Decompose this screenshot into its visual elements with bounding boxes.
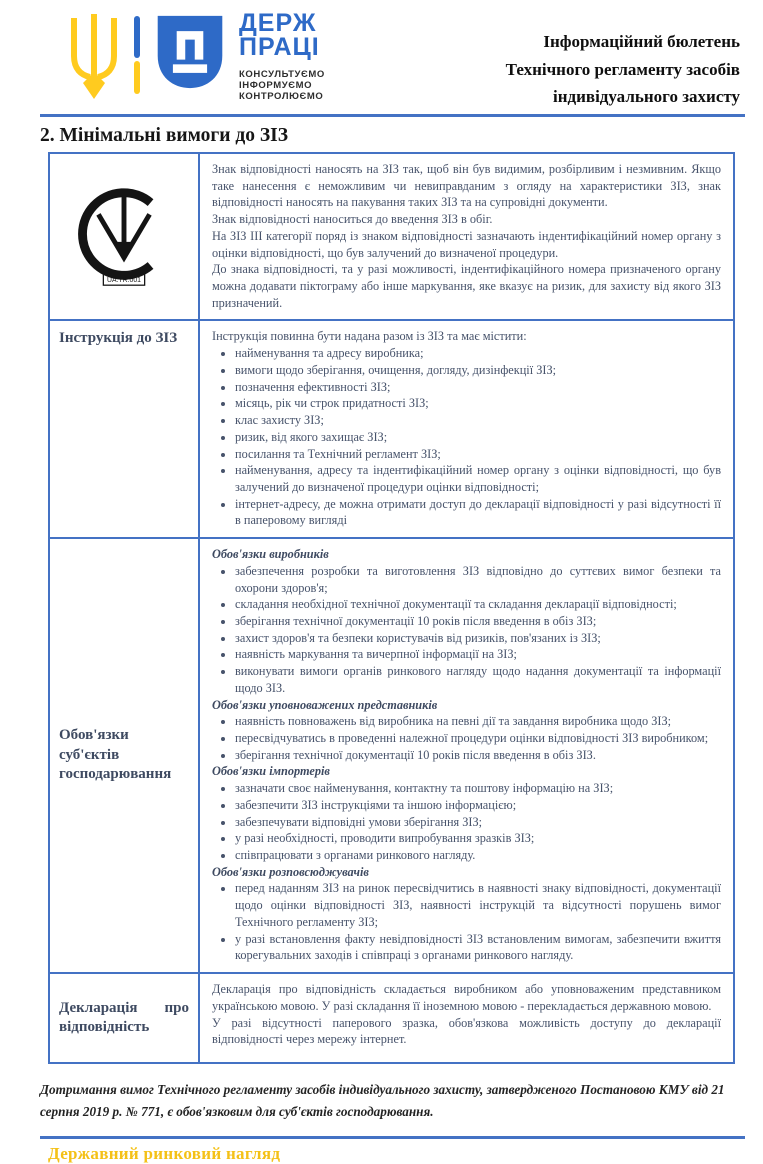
conformity-paragraph: До знака відповідності, та у разі можливості, індентифікаційного номера призначеного органу можна додавати піктограму або інше маркування, яке вказує на ризик, для захисту від якого ЗІЗ призначений. bbox=[212, 262, 721, 310]
declaration-paragraph: Декларація про відповідність складається виробником або уповноваженим представником українською мовою. У разі складання її іноземною мовою - перекладається державною мовою. bbox=[212, 982, 721, 1013]
cell-instruction-label bbox=[50, 321, 200, 537]
declaration-label: Декларація про відповідність bbox=[59, 999, 189, 1036]
bulletin-title-line1: Інформаційний бюлетень bbox=[543, 32, 740, 51]
header bbox=[0, 0, 763, 110]
duty-bullet: • наявність повноважень від виробника на певні дії та завдання виробника щодо ЗІЗ; bbox=[235, 713, 721, 730]
instruction-bullet: • ризик, від якого захищає ЗІЗ; bbox=[235, 429, 721, 446]
market-surveillance-label: Державний ринковий нагляд bbox=[48, 1143, 281, 1163]
cell-instruction-content bbox=[200, 321, 733, 537]
conformity-mark-icon bbox=[65, 173, 183, 301]
duty-bullet: • перед наданням ЗІЗ на ринок пересвідчитись в наявності знаку відповідності, документації щодо оцінки відповідності ЗІЗ, наявності інструкцій та відсутності порушень вимог Технічного регламенту ЗІЗ; bbox=[235, 880, 721, 930]
instruction-bullet: • клас захисту ЗІЗ; bbox=[235, 412, 721, 429]
shield-icon bbox=[152, 12, 228, 92]
org-taglines bbox=[239, 69, 325, 103]
conformity-paragraph: Знак відповідності наносять на ЗІЗ так, щоб він був видимим, розбірливим і незмивним. Якщо таке нанесення є неможливим чи невиправданим з огляду на характеристики ЗІЗ, знак відповідності наносять на пакування таких ЗІЗ та на супровідні документи. bbox=[212, 162, 721, 210]
duty-bullet: • захист здоров'я та безпеки користувачів від ризиків, пов'язаних із ЗІЗ; bbox=[235, 630, 721, 647]
duty-bullet: • у разі встановлення факту невідповідності ЗІЗ встановленим вимогам, забезпечити вжиття корегувальних заходів і співпраці з органами ринкового нагляду. bbox=[235, 931, 721, 964]
conformity-paragraph: Знак відповідності наноситься до введення ЗІЗ в обіг. bbox=[212, 212, 493, 227]
instruction-bullet: • вимоги щодо зберігання, очищення, догляду, дизінфекції ЗІЗ; bbox=[235, 362, 721, 379]
derzhpratsi-logo bbox=[66, 9, 325, 104]
instruction-label: Інструкція до ЗІЗ bbox=[59, 330, 178, 347]
org-name-line1: ДЕРЖ bbox=[239, 9, 317, 37]
conformity-paragraph: На ЗІЗ ІІІ категорії поряд із знаком відповідності зазначають індентифікаційний номер органу з оцінки відповідності, що був залучений до визначеної процедури. bbox=[212, 228, 721, 260]
table-row-duties bbox=[50, 537, 733, 972]
duties-label: Обов'язки суб'єктів господарювання bbox=[59, 727, 172, 783]
duties-distributors-list bbox=[212, 880, 721, 964]
instruction-bullet: • найменування, адресу та індентифікаційний номер органу з оцінки відповідності, що був залучений до визначеної процедури оцінки відповідності; bbox=[235, 462, 721, 495]
conformity-mark-code: UA.TR.001 bbox=[106, 276, 142, 284]
requirements-table bbox=[48, 152, 735, 1064]
duties-importers-list bbox=[212, 780, 721, 864]
bulletin-title-line2: Технічного регламенту засобів bbox=[505, 59, 740, 79]
cell-conformity-mark-text bbox=[200, 154, 733, 319]
cell-conformity-mark bbox=[50, 154, 200, 319]
header-divider-line bbox=[40, 114, 745, 117]
cell-declaration-content bbox=[200, 974, 733, 1062]
instruction-bullet: • позначення ефективності ЗІЗ; bbox=[235, 379, 721, 396]
table-row-instruction bbox=[50, 319, 733, 537]
footer-divider-line bbox=[40, 1136, 745, 1139]
duties-section-heading-manufacturers: Обов'язки виробників bbox=[212, 547, 329, 562]
table-row-conformity-mark bbox=[50, 154, 733, 319]
duty-bullet: • забезпечувати відповідні умови зберігання ЗІЗ; bbox=[235, 814, 721, 831]
tagline-consult: КОНСУЛЬТУЄМО bbox=[239, 68, 325, 80]
duty-bullet: • зберігання технічної документації 10 років після введення в обіз ЗІЗ; bbox=[235, 613, 721, 630]
compliance-note: Дотримання вимог Технічного регламенту засобів індивідуального захисту, затвердженого Постановою КМУ від 21 серпня 2019 р. № 771, є обов'язковим для суб'єктів господарювання. bbox=[40, 1082, 725, 1119]
duty-bullet: • у разі необхідності, проводити випробування зразків ЗІЗ; bbox=[235, 830, 721, 847]
org-name-line2: ПРАЦІ bbox=[239, 32, 320, 61]
instruction-bullet: • найменування та адресу виробника; bbox=[235, 345, 721, 362]
duties-section-heading-representatives: Обов'язки уповноважених представників bbox=[212, 697, 438, 712]
duties-section-heading-importers: Обов'язки імпортерів bbox=[212, 764, 330, 779]
bulletin-title bbox=[506, 28, 740, 111]
duty-bullet: • співпрацювати з органами ринкового нагляду. bbox=[235, 847, 721, 864]
cell-duties-label bbox=[50, 539, 200, 972]
duty-bullet: • складання необхідної технічної документації та складання декларації відповідності; bbox=[235, 596, 721, 613]
instruction-bullet: • посилання та Технічний регламент ЗІЗ; bbox=[235, 446, 721, 463]
cell-duties-content bbox=[200, 539, 733, 972]
instruction-bullet: • місяць, рік чи строк придатності ЗІЗ; bbox=[235, 395, 721, 412]
duties-manufacturers-list bbox=[212, 563, 721, 697]
instruction-intro: Інструкція повинна бути надана разом із ЗІЗ та має містити: bbox=[212, 329, 527, 344]
conformity-mark-wrap bbox=[59, 162, 189, 311]
org-name-block bbox=[239, 9, 325, 103]
duty-bullet: • виконувати вимоги органів ринкового нагляду щодо надання документації та інформації щодо ЗІЗ. bbox=[235, 663, 721, 696]
logo-divider bbox=[134, 16, 140, 94]
tagline-inform: ІНФОРМУЄМО bbox=[239, 79, 313, 91]
table-row-declaration bbox=[50, 972, 733, 1062]
cell-declaration-label bbox=[50, 974, 200, 1062]
page-title: 2. Мінімальні вимоги до ЗІЗ bbox=[40, 125, 288, 146]
duties-representatives-list bbox=[212, 713, 721, 763]
duties-section-heading-distributors: Обов'язки розповсюджувачів bbox=[212, 864, 369, 879]
tagline-control: КОНТРОЛЮЄМО bbox=[239, 91, 324, 103]
trident-icon bbox=[66, 12, 122, 104]
declaration-paragraph: У разі відсутності паперового зразка, обов'язкова можливість доступу до декларації відповідності через мережу інтернет. bbox=[212, 1015, 721, 1047]
duty-bullet: • зберігання технічної документації 10 років після введення в обіз ЗІЗ. bbox=[235, 747, 721, 764]
instruction-bullet-list bbox=[212, 345, 721, 529]
duty-bullet: • зазначати своє найменування, контактну та поштову інформацію на ЗІЗ; bbox=[235, 780, 721, 797]
duty-bullet: • наявність маркування та вичерпної інформації на ЗІЗ; bbox=[235, 646, 721, 663]
instruction-bullet: • інтернет-адресу, де можна отримати доступ до декларації відповідності у разі відсутності її в паперовому вигляді bbox=[235, 496, 721, 529]
duty-bullet: • пересвідчуватись в проведенні належної процедури оцінки відповідності ЗІЗ виробником; bbox=[235, 730, 721, 747]
duty-bullet: • забезпечити ЗІЗ інструкціями та іншою інформацією; bbox=[235, 797, 721, 814]
duty-bullet: • забезпечення розробки та виготовлення ЗІЗ відповідно до суттєвих вимог безпеки та охорони здоров'я; bbox=[235, 563, 721, 596]
bulletin-title-line3: індивідуального захисту bbox=[552, 87, 740, 107]
